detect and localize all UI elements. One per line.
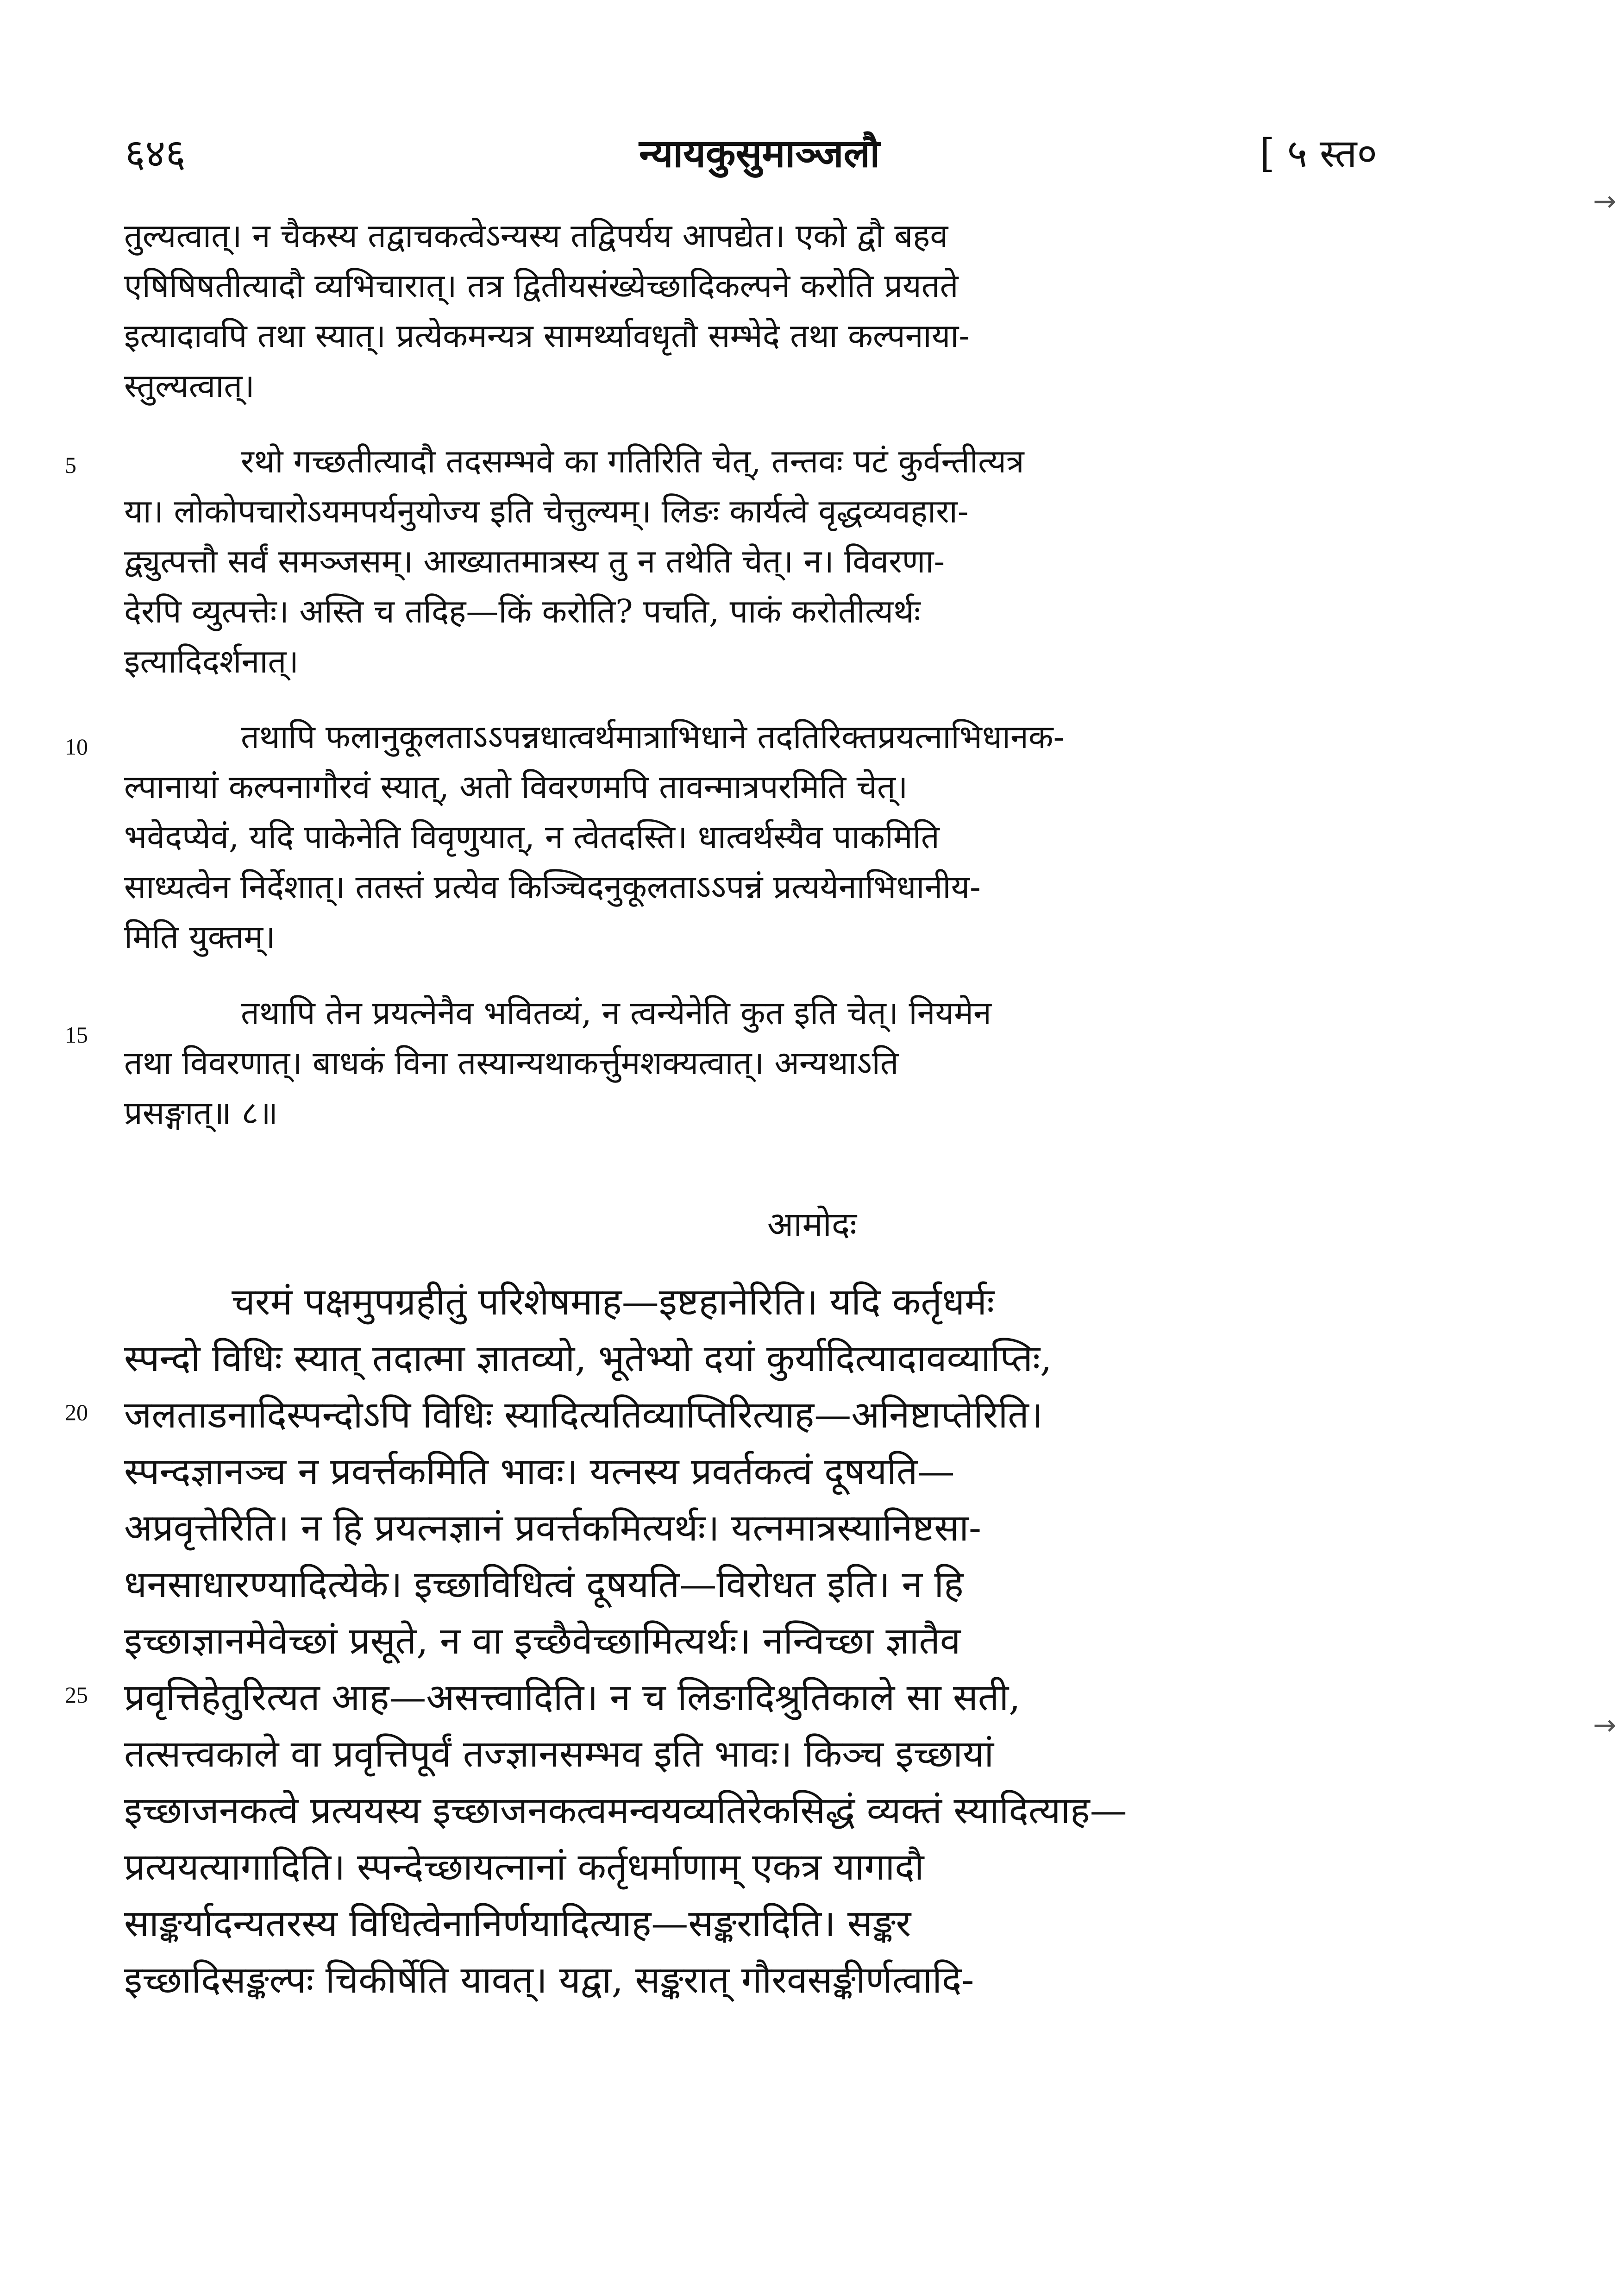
- text-line: प्रत्ययत्यागादिति। स्पन्देच्छायत्नानां कर्तृधर्माणाम् एकत्र यागादौ: [124, 1845, 924, 1888]
- line-number: 20: [65, 1399, 88, 1425]
- section-marker: [ ५ स्त०: [1260, 131, 1378, 176]
- text-line: इत्यादावपि तथा स्यात्। प्रत्येकमन्यत्र सामर्थ्यावधृतौ सम्भेदे तथा कल्पनाया-: [124, 317, 970, 355]
- margin-mark: →: [1593, 1709, 1617, 1742]
- text-line: अप्रवृत्तेरिति। न हि प्रयत्नज्ञानं प्रवर्त्तकमित्यर्थः। यत्नमात्रस्यानिष्टसा-: [124, 1506, 981, 1549]
- text-line: तथा विवरणात्। बाधकं विना तस्यान्यथाकर्त्तुमशक्यत्वात्। अन्यथाऽति: [124, 1044, 899, 1082]
- text-line: भवेदप्येवं, यदि पाकेनेति विवृणुयात्, न त्वेतदस्ति। धात्वर्थस्यैव पाकमिति: [124, 818, 940, 856]
- text-line: तत्सत्त्वकाले वा प्रवृत्तिपूर्वं तज्ज्ञानसम्भव इति भावः। किञ्च इच्छायां: [124, 1732, 994, 1775]
- text-line: साध्यत्वेन निर्देशात्। ततस्तं प्रत्येव किञ्चिदनुकूलताऽऽपन्नं प्रत्ययेनाभिधानीय-: [124, 868, 981, 906]
- line-number: 25: [65, 1682, 88, 1708]
- page-number: ६४६: [125, 131, 186, 176]
- text-line: तथापि तेन प्रयत्नेनैव भवितव्यं, न त्वन्येनेति कुत इति चेत्। नियमेन: [241, 994, 991, 1032]
- text-line: साङ्कर्यादन्यतरस्य विधित्वेनानिर्णयादित्याह—सङ्करादिति। सङ्कर: [124, 1902, 911, 1945]
- text-line: रथो गच्छतीत्यादौ तदसम्भवे का गतिरिति चेत्, तन्तवः पटं कुर्वन्तीत्यत्र: [241, 442, 1024, 480]
- page-header: [0, 125, 1624, 185]
- text-line: मिति युक्तम्।: [124, 918, 276, 956]
- text-line: इच्छाज्ञानमेवेच्छां प्रसूते, न वा इच्छैवेच्छामित्यर्थः। नन्विच्छा ज्ञातैव: [124, 1619, 961, 1662]
- text-line: इच्छाजनकत्वे प्रत्ययस्य इच्छाजनकत्वमन्वयव्यतिरेकसिद्धं व्यक्तं स्यादित्याह—: [124, 1789, 1127, 1832]
- text-line: इच्छादिसङ्कल्पः चिकीर्षेति यावत्। यद्वा, सङ्करात् गौरवसङ्कीर्णत्वादि-: [124, 1958, 974, 2001]
- text-line: जलताडनादिस्पन्दोऽपि विधिः स्यादित्यतिव्याप्तिरित्याह—अनिष्टाप्तेरिति।: [124, 1393, 1043, 1436]
- text-line: प्रसङ्गात्॥ ८॥: [124, 1094, 278, 1132]
- text-line: तुल्यत्वात्। न चैकस्य तद्वाचकत्वेऽन्यस्य तद्विपर्यय आपद्येत। एको द्वौ बहव: [124, 217, 948, 255]
- text-line: द्व्युत्पत्तौ सर्वं समञ्जसम्। आख्यातमात्रस्य तु न तथेति चेत्। न। विवरणा-: [124, 542, 945, 580]
- text-line: स्तुल्यत्वात्।: [124, 367, 255, 405]
- text-line: धनसाधारण्यादित्येके। इच्छाविधित्वं दूषयति—विरोधत इति। न हि: [124, 1563, 964, 1606]
- text-line: या। लोकोपचारोऽयमपर्यनुयोज्य इति चेत्तुल्यम्। लिङः कार्यत्वे वृद्धव्यवहारा-: [124, 492, 969, 530]
- text-line: प्रवृत्तिहेतुरित्यत आह—असत्त्वादिति। न च लिङादिश्रुतिकाले सा सती,: [124, 1676, 1021, 1719]
- text-line: चरमं पक्षमुपग्रहीतुं परिशेषमाह—इष्टहानेरिति। यदि कर्तृधर्मः: [232, 1280, 995, 1323]
- text-line: स्पन्दज्ञानञ्च न प्रवर्त्तकमिति भावः। यत्नस्य प्रवर्तकत्वं दूषयति—: [124, 1450, 955, 1493]
- text-line: देरपि व्युत्पत्तेः। अस्ति च तदिह—किं करोति? पचति, पाकं करोतीत्यर्थः: [124, 592, 921, 630]
- text-line: तथापि फलानुकूलताऽऽपन्नधात्वर्थमात्राभिधाने तदतिरिक्तप्रयत्नाभिधानक-: [241, 718, 1065, 756]
- text-line: इत्यादिदर्शनात्।: [124, 642, 299, 680]
- text-line: ल्पानायां कल्पनागौरवं स्यात्, अतो विवरणमपि तावन्मात्रपरमिति चेत्।: [124, 768, 908, 806]
- line-number: 5: [65, 452, 76, 478]
- text-line: एषिषिषतीत्यादौ व्यभिचारात्। तत्र द्वितीयसंख्येच्छादिकल्पने करोति प्रयतते: [124, 267, 959, 305]
- running-title: न्यायकुसुमाञ्जलौ: [639, 130, 880, 176]
- section-heading: आमोदः: [767, 1205, 857, 1245]
- margin-mark: →: [1593, 185, 1617, 218]
- line-number: 15: [65, 1022, 88, 1048]
- line-number: 10: [65, 734, 88, 760]
- text-line: स्पन्दो विधिः स्यात् तदात्मा ज्ञातव्यो, भूतेभ्यो दयां कुर्यादित्यादावव्याप्तिः,: [124, 1337, 1052, 1380]
